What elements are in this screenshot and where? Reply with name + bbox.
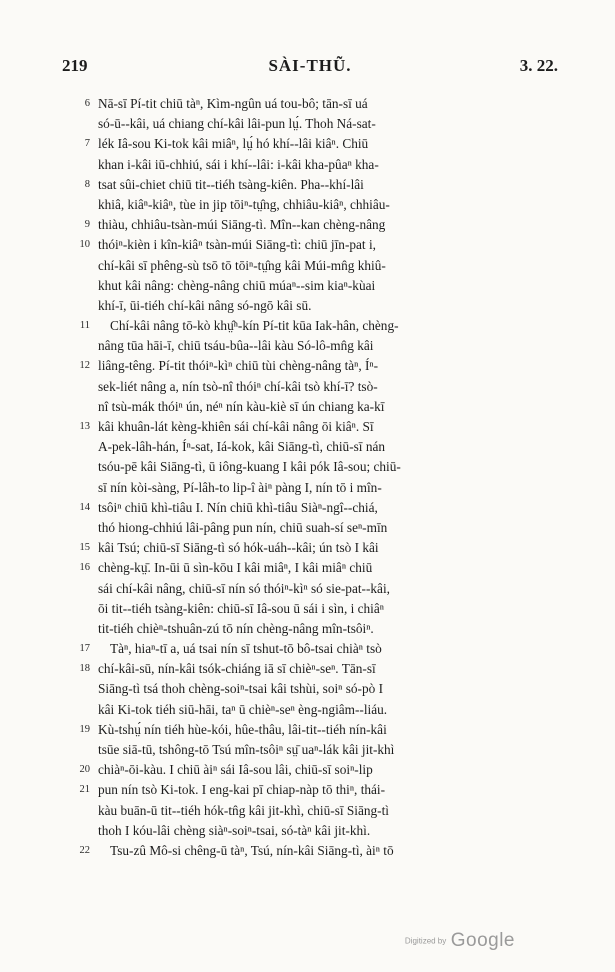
line-text: sái chí-kâi nâng, chiū-sī nín só thóiⁿ-kìⁿ só sie-pat--kâi, — [98, 580, 390, 596]
line-text: nâng tūa hāi-ī, chiū tsáu-bûa--lâi kàu Só-lô-mn̂g kâi — [98, 338, 374, 354]
text-line — [62, 437, 562, 457]
text-line — [62, 417, 562, 437]
line-text: só-ū--kâi, uá chiang chí-kâi lâi-pun lṳ́. Thoh Ná-sat- — [98, 116, 376, 132]
verse-number: 7 — [84, 138, 90, 150]
verse-number: 8 — [84, 178, 90, 190]
line-text: tsūe siā-tū, tshông-tō Tsú mîn-tsôiⁿ sṳ̄ uaⁿ-lák kâi jit-khì — [98, 742, 395, 757]
text-line — [62, 740, 562, 760]
text-line — [62, 377, 562, 397]
line-text: khan i-kâi iū-chhiú, sái i khí--lâi: i-kâi kha-pûaⁿ kha- — [98, 156, 379, 172]
text-line — [62, 599, 562, 619]
line-text: sek-liét nâng a, nín tsò-nî thóiⁿ chí-kâi tsò khí-ī? tsò- — [98, 378, 378, 394]
line-text: chèng-kṳ̄. In-ūi ū sìn-kōu I kâi miâⁿ, I kâi miâⁿ chiū — [98, 560, 373, 576]
text-body — [62, 94, 562, 861]
text-line — [62, 356, 562, 376]
verse-number: 12 — [79, 360, 90, 372]
page-number: 219 — [62, 56, 88, 75]
text-line — [62, 235, 562, 255]
page-header — [62, 56, 558, 82]
text-line — [62, 316, 562, 336]
line-text: tsôiⁿ chiū khì-tiâu I. Nín chiū khì-tiâu Siàⁿ-ngî--chiá, — [98, 499, 378, 515]
text-line — [62, 720, 562, 740]
line-text: Kù-tshṳ́ nín tiéh hùe-kói, hûe-thâu, lâi-tit--tiéh nín-kâi — [98, 721, 387, 737]
text-line — [62, 336, 562, 356]
line-text: lék Iâ-sou Ki-tok kâi miâⁿ, lṳ́ hó khí--lâi kiâⁿ. Chiū — [98, 136, 369, 152]
text-line — [62, 478, 562, 498]
line-text: tsat sûi-chiet chiū tit--tiéh tsàng-kiên. Pha--khí-lâi — [98, 176, 364, 192]
line-text: Tàⁿ, hiaⁿ-tī a, uá tsai nín sī tshut-tō bô-tsai chiàⁿ tsò — [110, 641, 382, 657]
text-line — [62, 155, 562, 175]
text-line — [62, 296, 562, 316]
verse-number: 11 — [79, 320, 90, 332]
verse-number: 13 — [79, 421, 90, 432]
line-text: kâi Ki-tok tiéh siū-hāi, taⁿ ū chièⁿ-seⁿ èng-ngiâm--liáu. — [98, 701, 388, 717]
text-line — [62, 801, 562, 821]
chapter-reference: 3. 22. — [519, 56, 558, 75]
text-line — [62, 276, 562, 296]
verse-number: 16 — [79, 562, 90, 574]
text-line — [62, 457, 562, 477]
verse-number: 15 — [79, 542, 90, 554]
text-line — [62, 134, 562, 154]
verse-number: 9 — [84, 219, 90, 231]
line-text: kâi khuân-lát kèng-khiên sái chí-kâi nâng ōi kiâⁿ. Sī — [98, 419, 374, 434]
line-text: chiàⁿ-ōi-kàu. I chiū àiⁿ sái Iâ-sou lâi, chiū-sī soiⁿ-lip — [98, 762, 373, 778]
running-title: SÀI-THŨ. — [268, 56, 352, 75]
line-text: Chí-kâi nâng tō-kò khṳ̂ⁿ-kín Pí-tit kūa Iak-hân, chèng- — [110, 318, 399, 334]
line-text: kàu buān-ū tit--tiéh hók-tn̂g kâi jit-khì, chiū-sī Siāng-tì — [98, 802, 389, 818]
verse-number: 22 — [79, 844, 90, 856]
line-text: thiàu, chhiâu-tsàn-múi Siāng-tì. Mîn--kan chèng-nâng — [98, 217, 386, 233]
line-text: chí-kâi-sū, nín-kâi tsók-chiáng iā sī chièⁿ-seⁿ. Tān-sī — [98, 661, 376, 677]
line-text: tit-tiéh chièⁿ-tshuân-zú tō nín chèng-nâng mîn-tsôiⁿ. — [98, 620, 374, 636]
text-line — [62, 841, 562, 861]
text-line — [62, 518, 562, 538]
text-line — [62, 215, 562, 235]
line-text: ōi tit--tiéh tsàng-kiên: chiū-sī Iâ-sou ū sái i sìn, i chiâⁿ — [98, 600, 384, 616]
verse-number: 14 — [79, 501, 90, 513]
text-line — [62, 780, 562, 800]
line-text: kâi Tsú; chiū-sī Siāng-tì só hók-uáh--kâi; ún tsò I kâi — [98, 540, 379, 556]
text-line — [62, 619, 562, 639]
line-text: khiâ, kiâⁿ-kiâⁿ, tùe in jip tōiⁿ-tṳ̂ng, chhiâu-kiâⁿ, chhiâu- — [98, 196, 390, 212]
text-line — [62, 195, 562, 215]
line-text: thoh I kóu-lâi chèng siàⁿ-soiⁿ-tsai, só-tàⁿ kâi jit-khì. — [98, 822, 371, 838]
text-line — [62, 397, 562, 417]
text-line — [62, 700, 562, 720]
text-line — [62, 498, 562, 518]
line-text: pun nín tsò Ki-tok. I eng-kai pī chiap-nàp tō thiⁿ, thái- — [98, 782, 386, 798]
verse-number: 19 — [79, 723, 90, 735]
line-text: khí-ī, ūi-tiéh chí-kâi nâng só-ngō kâi sū. — [98, 297, 312, 313]
text-line — [62, 538, 562, 558]
line-text: Siāng-tì tsá thoh chèng-soiⁿ-tsai kâi tshùi, soiⁿ só-pò I — [98, 681, 383, 697]
verse-number: 18 — [79, 663, 90, 675]
verse-number: 17 — [79, 643, 90, 655]
line-text: Nā-sī Pí-tit chiū tàⁿ, Kìm-ngûn uá tou-bô; tān-sī uá — [98, 96, 368, 111]
line-text: Tsu-zû Mô-si chêng-ū tàⁿ, Tsú, nín-kâi Siāng-tì, àiⁿ tō — [110, 842, 394, 858]
digitized-label: Digitized by — [404, 936, 447, 946]
line-text: nî tsù-mák thóiⁿ ún, néⁿ nín kàu-kiè sī ún chiang ka-kī — [98, 398, 385, 414]
text-line — [62, 821, 562, 841]
line-text: chí-kâi sī phêng-sù tsō tō tōiⁿ-tṳ̂ng kâi Múi-mn̂g khiû- — [98, 257, 386, 273]
text-line — [62, 760, 562, 780]
line-text: liâng-têng. Pí-tit thóiⁿ-kìⁿ chiū tùi chèng-nâng tàⁿ, Íⁿ- — [98, 358, 379, 374]
line-text: tsóu-pē kâi Siāng-tì, ū iông-kuang I kâi pók Iâ-sou; chiū- — [98, 459, 401, 475]
line-text: khut kâi nâng: chèng-nâng chiū múaⁿ--sim kiaⁿ-kùai — [98, 277, 376, 293]
text-line — [62, 639, 562, 659]
verse-number: 10 — [79, 239, 90, 251]
verse-number: 6 — [84, 98, 90, 109]
line-text: thó hiong-chhiú lâi-pâng pun nín, chiū suah-sí seⁿ-mīn — [98, 519, 388, 535]
verse-number: 21 — [79, 784, 90, 796]
verse-number: 20 — [79, 764, 90, 776]
text-line — [62, 114, 562, 134]
text-line — [62, 679, 562, 699]
digitization-watermark — [405, 930, 515, 952]
text-line — [62, 558, 562, 578]
line-text: A-pek-lâh-hán, Íⁿ-sat, Iá-kok, kâi Siāng-tì, chiū-sī nán — [98, 439, 386, 455]
text-line — [62, 175, 562, 195]
text-line — [62, 659, 562, 679]
google-logo: Google — [450, 930, 515, 951]
line-text: sī nín kòi-sàng, Pí-lâh-to lip-î àiⁿ pàng I, nín tō i mîn- — [98, 479, 382, 495]
text-line — [62, 94, 562, 114]
text-line — [62, 579, 562, 599]
line-text: thóiⁿ-kièn i kîn-kiâⁿ tsàn-múi Siāng-tì: chiū jīn-pat i, — [98, 237, 376, 253]
text-line — [62, 256, 562, 276]
